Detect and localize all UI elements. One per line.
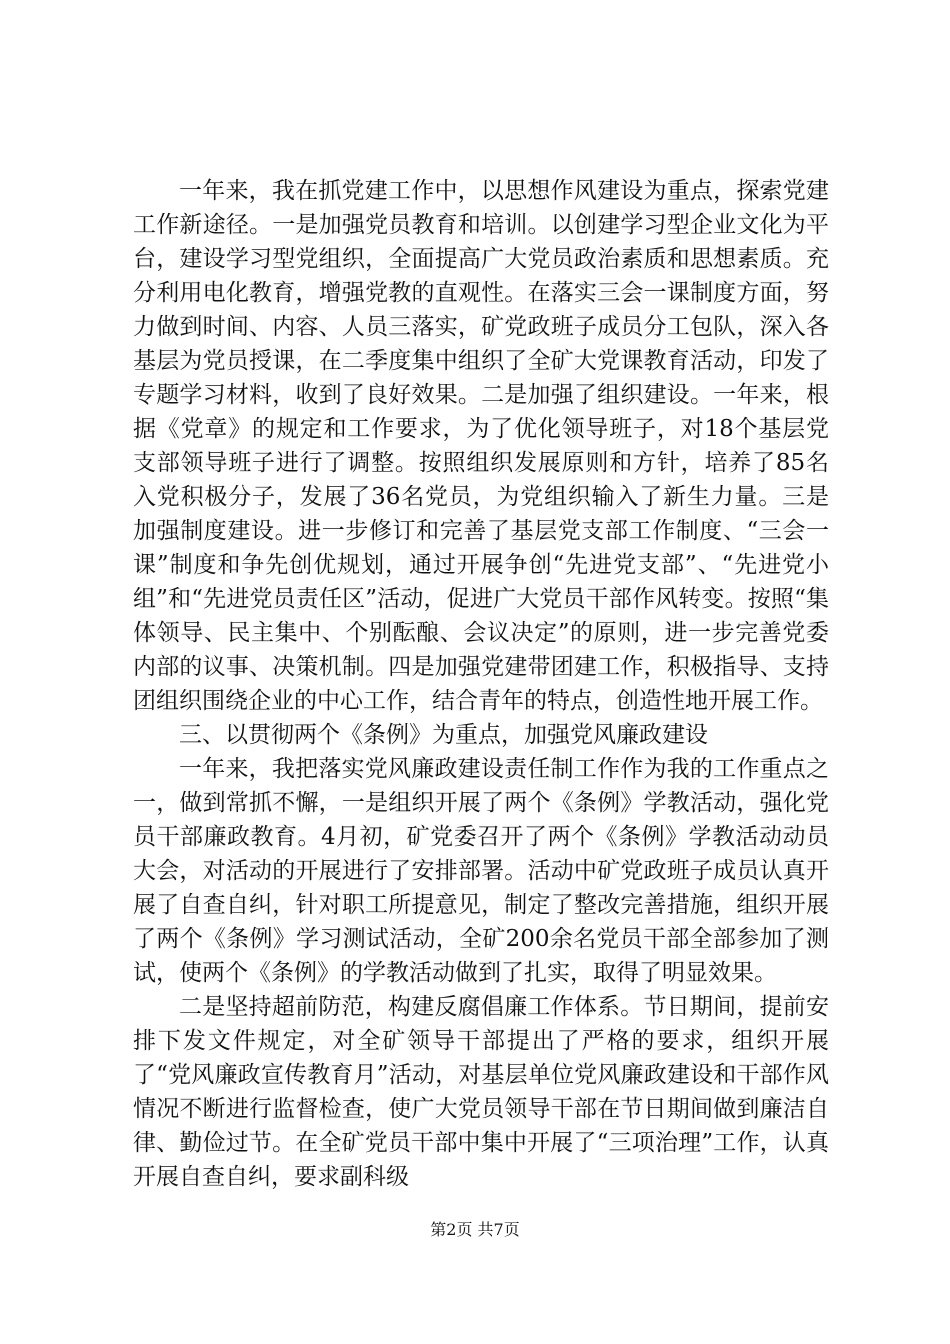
paragraph-prevention-system: 二是坚持超前防范，构建反腐倡廉工作体系。节日期间，提前安排下发文件规定，对全矿领导干部提出了严格的要求，组织开展了“党风廉政宣传教育月”活动，对基层单位党风廉政建设和干部作风情况不断进行监督检查，使广大党员领导干部在节日期间做到廉洁自律、勤俭过节。在全矿党员干部中集中开展了“三项治理”工作，认真开展自查自纠，要求副科级 bbox=[133, 994, 829, 1190]
paragraph-regulations-study: 一年来，我把落实党风廉政建设责任制工作作为我的工作重点之一，做到常抓不懈，一是组织开展了两个《条例》学教活动，强化党员干部廉政教育。4月初，矿党委召开了两个《条例》学教活动动员大会，对活动的开展进行了安排部署。活动中矿党政班子成员认真开展了自查自纠，针对职工所提意见，制定了整改完善措施，组织开展了两个《条例》学习测试活动，全矿200余名党员干部全部参加了测试，使两个《条例》的学教活动做到了扎实，取得了明显效果。 bbox=[133, 756, 829, 986]
document-body bbox=[133, 174, 829, 1194]
paragraph-party-building: 一年来，我在抓党建工作中，以思想作风建设为重点，探索党建工作新途径。一是加强党员教育和培训。以创建学习型企业文化为平台，建设学习型党组织，全面提高广大党员政治素质和思想素质。充分利用电化教育，增强党教的直观性。在落实三会一课制度方面，努力做到时间、内容、人员三落实，矿党政班子成员分工包队，深入各基层为党员授课，在二季度集中组织了全矿大党课教育活动，印发了专题学习材料，收到了良好效果。二是加强了组织建设。一年来，根据《党章》的规定和工作要求，为了优化领导班子，对18个基层党支部领导班子进行了调整。按照组织发展原则和方针，培养了85名入党积极分子，发展了36名党员，为党组织输入了新生力量。三是加强制度建设。进一步修订和完善了基层党支部工作制度、“三会一课”制度和争先创优规划，通过开展争创“先进党支部”、“先进党小组”和“先进党员责任区”活动，促进广大党员干部作风转变。按照“集体领导、民主集中、个别酝酿、会议决定”的原则，进一步完善党委内部的议事、决策机制。四是加强党建带团建工作，积极指导、支持团组织围绕企业的中心工作，结合青年的特点，创造性地开展工作。 bbox=[133, 178, 829, 714]
page-number-footer: 第2页 共7页 bbox=[430, 1220, 520, 1239]
section-heading-anti-corruption: 三、以贯彻两个《条例》为重点，加强党风廉政建设 bbox=[179, 722, 708, 748]
